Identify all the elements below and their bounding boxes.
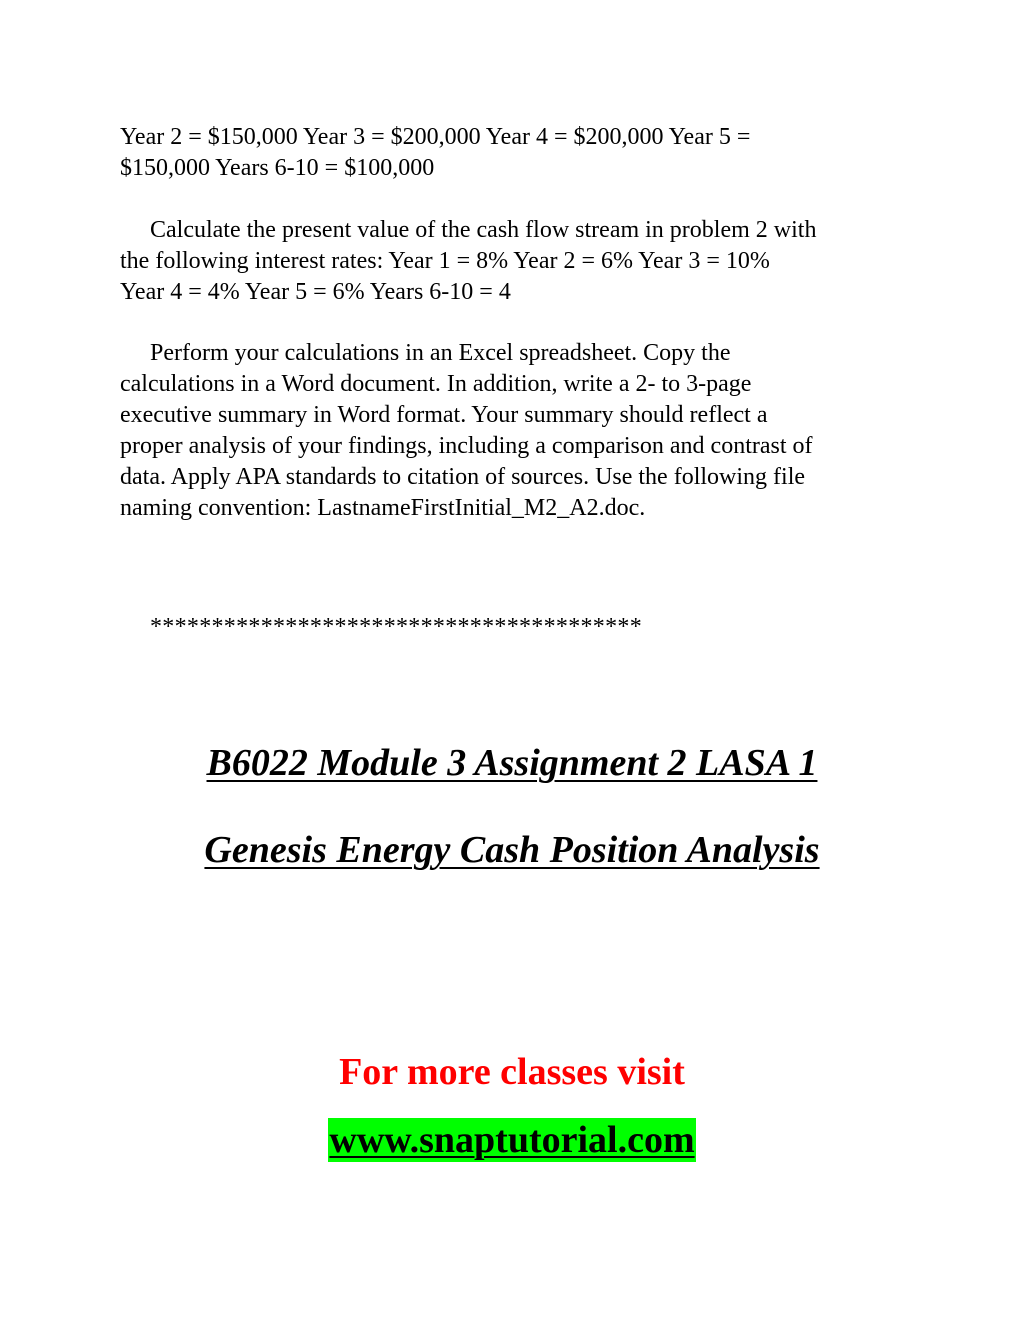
text-line: calculations in a Word document. In addition, write a 2- to 3-page [120,371,752,397]
text-line: the following interest rates: Year 1 = 8% Year 2 = 6% Year 3 = 10% [120,248,770,274]
separator-stars: **************************************** [150,614,642,640]
interest-rates-paragraph [120,215,920,308]
promo-link[interactable]: www.snaptutorial.com [329,1119,695,1161]
text-line: data. Apply APA standards to citation of sources. Use the following file [120,464,806,490]
promo-link-container [0,1118,1024,1162]
assignment-heading: B6022 Module 3 Assignment 2 LASA 1 [206,742,818,784]
text-line: naming convention: LastnameFirstInitial_M2_A2.doc. [120,495,646,521]
text-line: Year 2 = $150,000 Year 3 = $200,000 Year 4 = $200,000 Year 5 = [120,124,751,150]
analysis-heading: Genesis Energy Cash Position Analysis [204,829,820,871]
text-line: $150,000 Years 6-10 = $100,000 [120,155,435,181]
text-line: executive summary in Word format. Your summary should reflect a [120,402,768,428]
text-line: Calculate the present value of the cash flow stream in problem 2 with [150,217,817,243]
text-line: proper analysis of your findings, including a comparison and contrast of [120,433,813,459]
text-line: Perform your calculations in an Excel spreadsheet. Copy the [150,340,731,366]
text-line: Year 4 = 4% Year 5 = 6% Years 6-10 = 4 [120,279,511,305]
promo-text: For more classes visit [339,1051,685,1093]
cash-flow-paragraph [120,122,920,184]
instructions-paragraph [120,338,920,524]
